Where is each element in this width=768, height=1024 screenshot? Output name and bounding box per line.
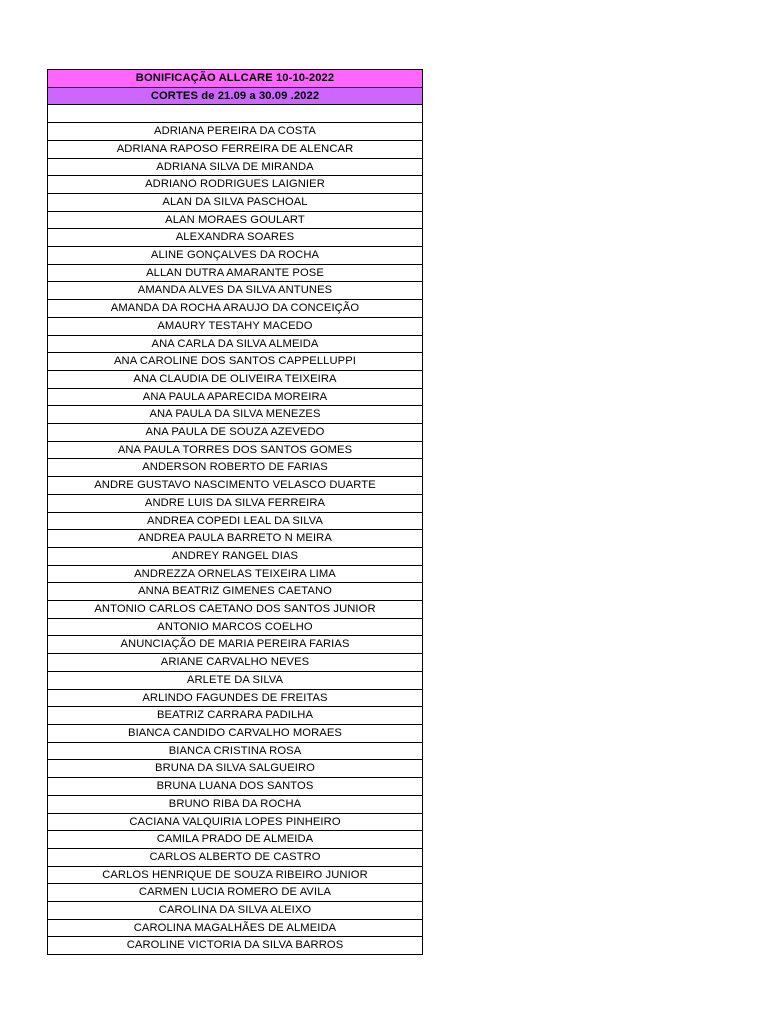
table-row: [48, 565, 423, 583]
name-cell: ANDRE GUSTAVO NASCIMENTO VELASCO DUARTE: [48, 477, 423, 495]
name-cell: AMANDA DA ROCHA ARAUJO DA CONCEIÇÃO: [48, 300, 423, 318]
name-cell: CAMILA PRADO DE ALMEIDA: [48, 831, 423, 849]
table-row: [48, 388, 423, 406]
name-cell: ANA CLAUDIA DE OLIVEIRA TEIXEIRA: [48, 370, 423, 388]
table-row: [48, 795, 423, 813]
sheet-title: BONIFICAÇÃO ALLCARE 10-10-2022: [48, 70, 423, 88]
bonus-sheet-table: [47, 69, 423, 955]
table-row: [48, 902, 423, 920]
name-cell: CAROLINA MAGALHÃES DE ALMEIDA: [48, 919, 423, 937]
name-cell: ANNA BEATRIZ GIMENES CAETANO: [48, 583, 423, 601]
table-row: [48, 424, 423, 442]
name-cell: ANA PAULA DA SILVA MENEZES: [48, 406, 423, 424]
table-row: [48, 778, 423, 796]
table-row: [48, 689, 423, 707]
name-cell: ANA PAULA APARECIDA MOREIRA: [48, 388, 423, 406]
name-cell: ANDREY RANGEL DIAS: [48, 547, 423, 565]
table-row: [48, 530, 423, 548]
name-cell: ADRIANO RODRIGUES LAIGNIER: [48, 176, 423, 194]
table-row: [48, 707, 423, 725]
table-row: [48, 353, 423, 371]
name-cell: CACIANA VALQUIRIA LOPES PINHEIRO: [48, 813, 423, 831]
name-cell: ALAN MORAES GOULART: [48, 211, 423, 229]
table-row: [48, 335, 423, 353]
name-cell: ANTONIO MARCOS COELHO: [48, 618, 423, 636]
name-cell: ALAN DA SILVA PASCHOAL: [48, 193, 423, 211]
name-cell: ADRIANA PEREIRA DA COSTA: [48, 123, 423, 141]
name-cell: ANDERSON ROBERTO DE FARIAS: [48, 459, 423, 477]
table-row: [48, 671, 423, 689]
name-cell: ALINE GONÇALVES DA ROCHA: [48, 247, 423, 265]
blank-cell: [48, 105, 423, 123]
name-cell: BRUNA DA SILVA SALGUEIRO: [48, 760, 423, 778]
table-row: [48, 848, 423, 866]
table-row: [48, 140, 423, 158]
name-cell: AMAURY TESTAHY MACEDO: [48, 317, 423, 335]
table-row: [48, 831, 423, 849]
name-cell: ANA CARLA DA SILVA ALMEIDA: [48, 335, 423, 353]
name-cell: CARMEN LUCIA ROMERO DE AVILA: [48, 884, 423, 902]
name-cell: ALEXANDRA SOARES: [48, 229, 423, 247]
table-row: [48, 884, 423, 902]
name-cell: CARLOS HENRIQUE DE SOUZA RIBEIRO JUNIOR: [48, 866, 423, 884]
name-cell: BIANCA CRISTINA ROSA: [48, 742, 423, 760]
table-row: [48, 158, 423, 176]
title-row: [48, 70, 423, 88]
table-row: [48, 300, 423, 318]
table-row: [48, 654, 423, 672]
name-cell: CAROLINE VICTORIA DA SILVA BARROS: [48, 937, 423, 955]
name-cell: ANA CAROLINE DOS SANTOS CAPPELLUPPI: [48, 353, 423, 371]
table-row: [48, 583, 423, 601]
table-row: [48, 176, 423, 194]
table-row: [48, 601, 423, 619]
name-cell: ANDRE LUIS DA SILVA FERREIRA: [48, 494, 423, 512]
table-row: [48, 247, 423, 265]
table-row: [48, 477, 423, 495]
table-row: [48, 370, 423, 388]
table-row: [48, 618, 423, 636]
sheet-body: [48, 70, 423, 955]
name-cell: BRUNA LUANA DOS SANTOS: [48, 778, 423, 796]
table-row: [48, 725, 423, 743]
table-row: [48, 459, 423, 477]
table-row: [48, 317, 423, 335]
name-cell: BRUNO RIBA DA ROCHA: [48, 795, 423, 813]
table-row: [48, 123, 423, 141]
table-row: [48, 937, 423, 955]
blank-row: [48, 105, 423, 123]
table-row: [48, 919, 423, 937]
table-row: [48, 813, 423, 831]
name-cell: ADRIANA RAPOSO FERREIRA DE ALENCAR: [48, 140, 423, 158]
sheet-subtitle: CORTES de 21.09 a 30.09 .2022: [48, 87, 423, 105]
name-cell: CAROLINA DA SILVA ALEIXO: [48, 902, 423, 920]
table-row: [48, 494, 423, 512]
name-cell: ARLETE DA SILVA: [48, 671, 423, 689]
name-cell: ANDREZZA ORNELAS TEIXEIRA LIMA: [48, 565, 423, 583]
name-cell: BIANCA CANDIDO CARVALHO MORAES: [48, 725, 423, 743]
name-cell: ANA PAULA DE SOUZA AZEVEDO: [48, 424, 423, 442]
table-row: [48, 229, 423, 247]
name-cell: ARLINDO FAGUNDES DE FREITAS: [48, 689, 423, 707]
table-row: [48, 760, 423, 778]
name-cell: AMANDA ALVES DA SILVA ANTUNES: [48, 282, 423, 300]
table-row: [48, 866, 423, 884]
name-cell: ALLAN DUTRA AMARANTE POSE: [48, 264, 423, 282]
table-row: [48, 636, 423, 654]
name-cell: ANTONIO CARLOS CAETANO DOS SANTOS JUNIOR: [48, 601, 423, 619]
name-cell: CARLOS ALBERTO DE CASTRO: [48, 848, 423, 866]
table-row: [48, 264, 423, 282]
name-cell: ANDREA PAULA BARRETO N MEIRA: [48, 530, 423, 548]
table-row: [48, 742, 423, 760]
name-cell: ANDREA COPEDI LEAL DA SILVA: [48, 512, 423, 530]
table-row: [48, 512, 423, 530]
table-row: [48, 282, 423, 300]
table-row: [48, 441, 423, 459]
table-row: [48, 406, 423, 424]
table-row: [48, 547, 423, 565]
name-cell: ARIANE CARVALHO NEVES: [48, 654, 423, 672]
table-row: [48, 193, 423, 211]
table-row: [48, 211, 423, 229]
subtitle-row: [48, 87, 423, 105]
name-cell: ADRIANA SILVA DE MIRANDA: [48, 158, 423, 176]
name-cell: ANUNCIAÇÃO DE MARIA PEREIRA FARIAS: [48, 636, 423, 654]
name-cell: ANA PAULA TORRES DOS SANTOS GOMES: [48, 441, 423, 459]
name-cell: BEATRIZ CARRARA PADILHA: [48, 707, 423, 725]
